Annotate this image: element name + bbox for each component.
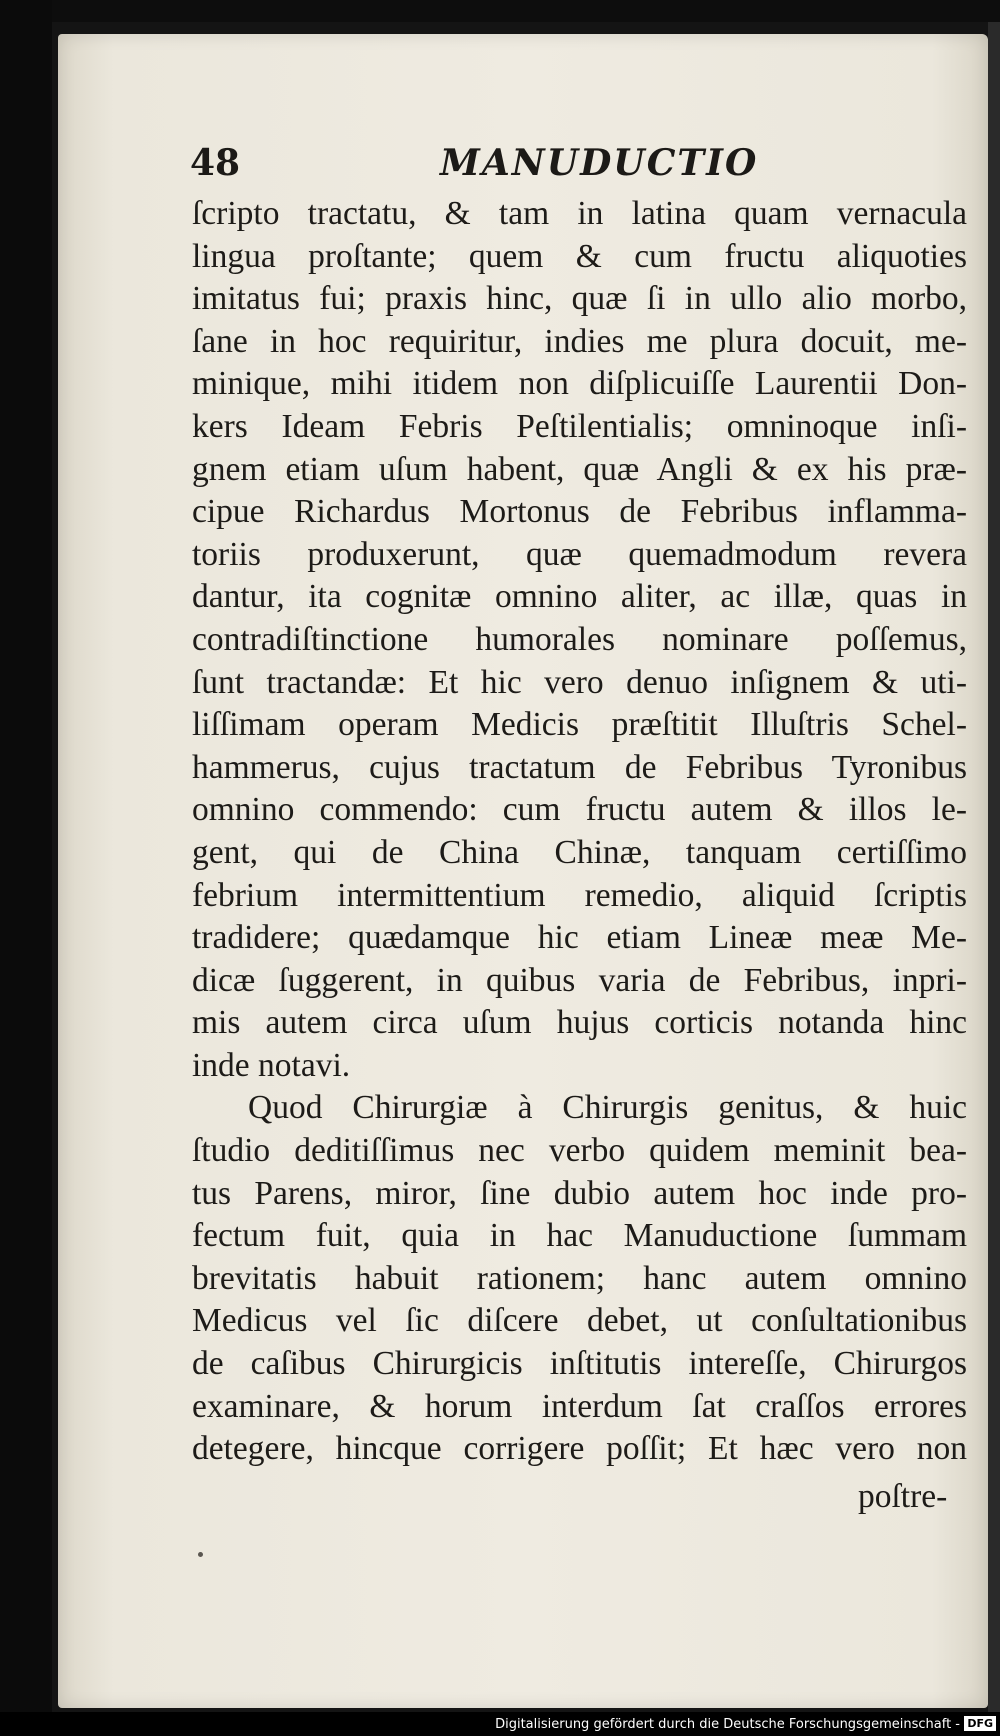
text-line: fectum fuit, quia in hac Manuductione ſummam	[192, 1217, 967, 1255]
scan-left-edge	[0, 0, 52, 1736]
page-header	[190, 142, 759, 188]
text-line: dicæ ſuggerent, in quibus varia de Febribus, inpri-	[192, 961, 967, 999]
digitization-footer	[0, 1712, 1000, 1736]
text-line: ſcripto tractatu, & tam in latina quam vernacula	[192, 195, 967, 232]
text-line: inde notavi.	[192, 1046, 351, 1084]
text-line: gent, qui de China Chinæ, tanquam certiſſimo	[192, 833, 967, 871]
text-line: liſſimam operam Medicis præſtitit Illuſtris Schel-	[192, 706, 967, 744]
text-line: imitatus fui; praxis hinc, quæ ſi in ullo alio morbo,	[192, 280, 967, 318]
text-line: febrium intermittentium remedio, aliquid ſcriptis	[192, 876, 967, 914]
text-line: contradiſtinctione humorales nominare poſſemus,	[192, 620, 967, 658]
text-line: minique, mihi itidem non diſplicuiſſe Laurentii Don-	[192, 365, 967, 403]
text-line: tus Parens, miror, ſine dubio autem hoc inde pro-	[192, 1174, 967, 1212]
running-head: MANUDUCTIO	[440, 142, 759, 184]
ink-speck	[198, 1552, 203, 1557]
footer-credit-text: Digitalisierung gefördert durch die Deutsche Forschungsgemeinschaft -	[495, 1717, 960, 1732]
page-number: 48	[190, 142, 241, 184]
body-text	[192, 193, 967, 1471]
text-line: lingua proſtante; quem & cum fructu aliquoties	[192, 237, 967, 275]
text-line: brevitatis habuit rationem; hanc autem omnino	[192, 1259, 967, 1297]
text-line: dantur, ita cognitæ omnino aliter, ac illæ, quas in	[192, 578, 967, 616]
text-line: kers Ideam Febris Peſtilentialis; omninoque inſi-	[192, 407, 967, 445]
text-line: detegere, hincque corrigere poſſit; Et hæc vero non	[192, 1430, 967, 1468]
text-line: gnem etiam uſum habent, quæ Angli & ex his præ-	[192, 450, 967, 488]
scan-top-edge	[0, 0, 1000, 22]
text-line: toriis produxerunt, quæ quemadmodum revera	[192, 535, 967, 573]
text-line: omnino commendo: cum fructu autem & illos le-	[192, 791, 967, 829]
dfg-logo: DFG	[964, 1716, 996, 1731]
text-line: ſane in hoc requiritur, indies me plura docuit, me-	[192, 322, 967, 360]
text-line: ſunt tractandæ: Et hic vero denuo inſignem & uti-	[192, 663, 967, 701]
text-line: hammerus, cujus tractatum de Febribus Tyronibus	[192, 748, 967, 786]
text-line: cipue Richardus Mortonus de Febribus inflamma-	[192, 493, 967, 531]
text-line: de caſibus Chirurgicis inſtitutis intereſſe, Chirurgos	[192, 1345, 967, 1383]
text-line: mis autem circa uſum hujus corticis notanda hinc	[192, 1004, 967, 1042]
text-line: ſtudio deditiſſimus nec verbo quidem meminit bea-	[192, 1132, 967, 1170]
scan-right-edge	[988, 22, 1000, 1712]
catchword: poſtre-	[858, 1478, 948, 1515]
text-line: Medicus vel ſic diſcere debet, ut conſultationibus	[192, 1302, 967, 1340]
text-line: tradidere; quædamque hic etiam Lineæ meæ Me-	[192, 919, 967, 957]
text-line: examinare, & horum interdum ſat craſſos errores	[192, 1387, 967, 1425]
paragraph-2	[192, 1087, 967, 1470]
text-line: Quod Chirurgiæ à Chirurgis genitus, & huic	[248, 1089, 967, 1127]
paragraph-1	[192, 193, 967, 1087]
